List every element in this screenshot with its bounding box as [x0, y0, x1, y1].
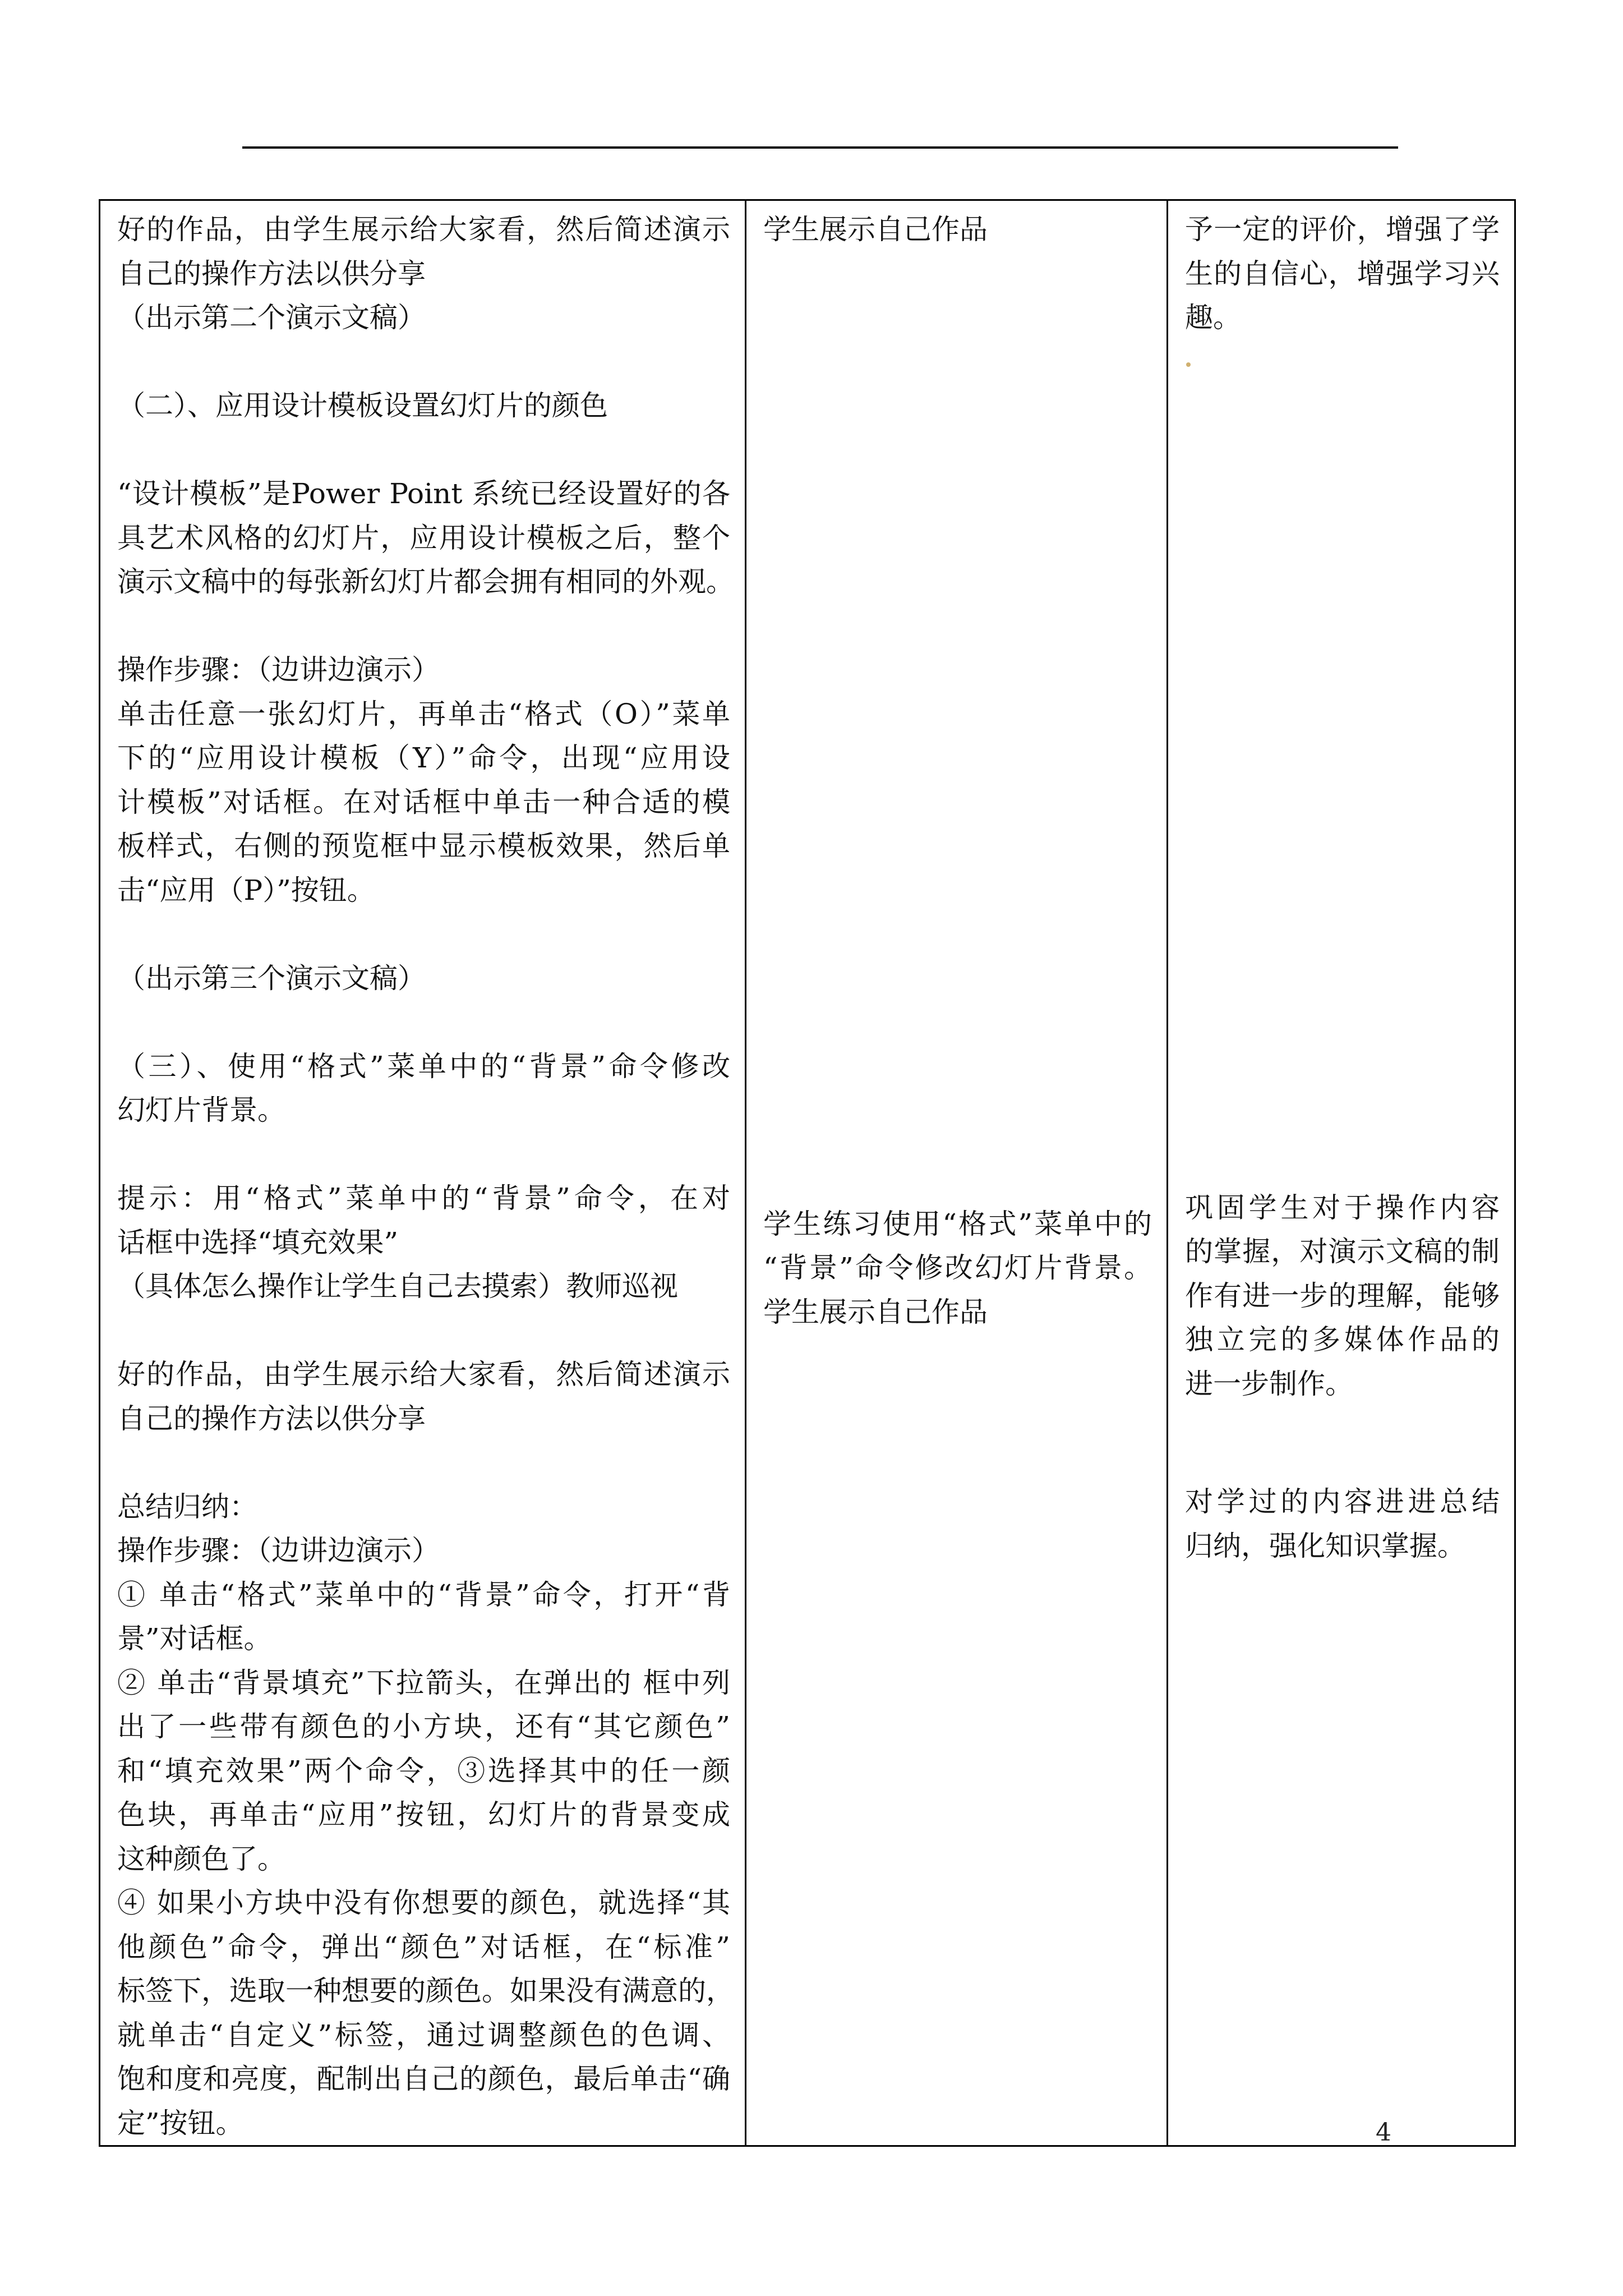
paragraph-line: 巩固学生对于操作内容: [1185, 1191, 1500, 1224]
paragraph-line: 进一步制作。: [1185, 1367, 1353, 1400]
paragraph-line: “背景”命令修改幻灯片背景。: [763, 1251, 1152, 1284]
paragraph-line: 这种颜色了。: [117, 1842, 285, 1875]
paragraph-line: 就单击“自定义”标签，通过调整颜色的色调、: [117, 2018, 730, 2051]
paragraph-line: 单击任意一张幻灯片，再单击“格式（O）”菜单: [117, 697, 730, 730]
stray-dot: [1186, 362, 1191, 367]
lesson-plan-table: [99, 199, 1516, 2147]
paragraph-line: 好的作品，由学生展示给大家看，然后简述演示: [117, 213, 730, 246]
paragraph-line: 独立完的多媒体作品的: [1185, 1323, 1500, 1356]
show-slide-note: （出示第三个演示文稿）: [117, 961, 426, 995]
paragraph-line: 自己的操作方法以供分享: [117, 1402, 426, 1435]
paragraph-line: 板样式，右侧的预览框中显示模板效果，然后单: [117, 830, 730, 862]
student-activity-cell: [746, 200, 1168, 2146]
paragraph-line: 和“填充效果”两个命令，③选择其中的任一颜: [117, 1754, 730, 1787]
student-show-work: 学生展示自己作品: [763, 1295, 988, 1328]
paragraph-line: 击“应用（P）”按钮。: [117, 873, 375, 907]
paragraph-line: 好的作品，由学生展示给大家看，然后简述演示: [117, 1358, 730, 1391]
paragraph-line: 趣。: [1185, 301, 1241, 334]
paragraph-line: 他颜色”命令，弹出“颜色”对话框，在“标准”: [117, 1930, 730, 1963]
steps-label: 操作步骤：（边讲边演示）: [117, 1534, 440, 1567]
paragraph-line: 具艺术风格的幻灯片，应用设计模板之后，整个: [117, 521, 730, 554]
paragraph-line: 学生练习使用“格式”菜单中的: [763, 1207, 1152, 1240]
header-rule: [242, 146, 1398, 149]
paragraph-line: （具体怎么操作让学生自己去摸索）教师巡视: [117, 1270, 678, 1303]
section-heading: （二）、应用设计模板设置幻灯片的颜色: [117, 389, 608, 422]
paragraph-line: ① 单击“格式”菜单中的“背景”命令，打开“背: [117, 1578, 730, 1611]
paragraph-line: 话框中选择“填充效果”: [117, 1226, 399, 1259]
table-row: [100, 200, 1515, 2146]
paragraph-line: ② 单击“背景填充”下拉箭头，在弹出的 框中列: [117, 1666, 730, 1699]
paragraph-line: 作有进一步的理解，能够: [1185, 1279, 1500, 1312]
page-number: 4: [1376, 2118, 1391, 2147]
design-intent-cell: [1168, 200, 1515, 2146]
paragraph-line: 计模板”对话框。在对话框中单击一种合适的模: [117, 785, 730, 818]
paragraph-line: 演示文稿中的每张新幻灯片都会拥有相同的外观。: [117, 565, 734, 598]
steps-label: 操作步骤：（边讲边演示）: [117, 654, 440, 686]
paragraph-line: 生的自信心，增强学习兴: [1185, 257, 1500, 290]
paragraph-line: 提示：用“格式”菜单中的“背景”命令，在对: [117, 1182, 730, 1214]
paragraph-line: 归纳，强化知识掌握。: [1185, 1529, 1465, 1562]
paragraph-line: “设计模板”是Power Point 系统已经设置好的各: [117, 477, 730, 510]
summary-label: 总结归纳：: [117, 1490, 257, 1523]
paragraph-line: 下的“应用设计模板（Y）”命令，出现“应用设: [117, 742, 730, 774]
paragraph-line: 饱和度和亮度，配制出自己的颜色，最后单击“确: [117, 2063, 730, 2095]
paragraph-line: 景”对话框。: [117, 1622, 272, 1655]
teacher-activity-cell: [100, 200, 746, 2146]
paragraph-line: 自己的操作方法以供分享: [117, 257, 426, 290]
show-slide-note: （出示第二个演示文稿）: [117, 301, 426, 334]
section-heading: 幻灯片背景。: [117, 1094, 285, 1126]
section-heading: （三）、使用“格式”菜单中的“背景”命令修改: [117, 1050, 730, 1083]
paragraph-line: 色块，再单击“应用”按钮，幻灯片的背景变成: [117, 1798, 730, 1831]
paragraph-line: 的掌握，对演示文稿的制: [1185, 1235, 1500, 1268]
paragraph-line: 定”按钮。: [117, 2106, 244, 2139]
paragraph-line: ④ 如果小方块中没有你想要的颜色，就选择“其: [117, 1887, 730, 1919]
paragraph-line: 予一定的评价，增强了学: [1185, 213, 1500, 246]
paragraph-line: 对学过的内容进进总结: [1185, 1485, 1500, 1518]
paragraph-line: 标签下，选取一种想要的颜色。如果没有满意的，: [117, 1975, 734, 2007]
student-show-work: 学生展示自己作品: [763, 213, 988, 246]
paragraph-line: 出了一些带有颜色的小方块，还有“其它颜色”: [117, 1710, 730, 1743]
